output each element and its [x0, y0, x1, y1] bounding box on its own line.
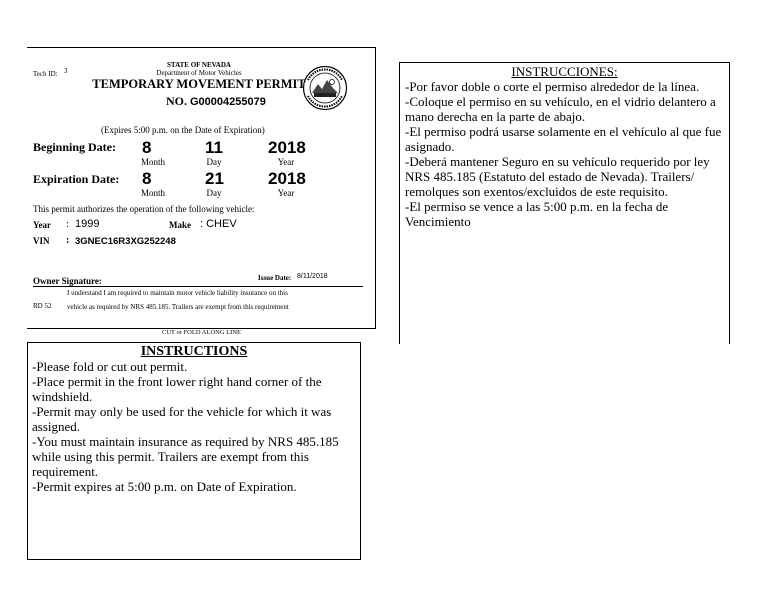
instructions-title: INSTRUCTIONS — [140, 344, 248, 359]
instruccion-item: -Deberá mantener Seguro en su vehículo requerido por ley NRS 485.185 (Estatuto del estado de Nevada). Trailers/ remolques son exentos/excluidos de este requisito. — [405, 154, 710, 199]
issue-date-label: Issue Date: — [258, 274, 292, 282]
expiration-date-label: Expiration Date: — [33, 172, 120, 186]
insurance-statement-line2: vehicle as required by NRS 485.185. Trailers are exempt from this requirement — [67, 303, 289, 311]
insurance-statement-line1: I understand I am required to maintain motor vehicle liability insurance on this — [67, 289, 288, 297]
permit-number-value: G00004255079 — [190, 96, 266, 108]
issue-date-value: 8/11/2018 — [297, 273, 328, 280]
instruccion-item: -El permiso se vence a las 5:00 p.m. en la fecha de Vencimiento — [405, 199, 669, 229]
department-name: Department of Motor Vehicles — [156, 69, 242, 77]
instrucciones-title: INSTRUCCIONES: — [511, 64, 618, 79]
nevada-seal-icon — [302, 65, 348, 111]
year-colon: : — [66, 219, 69, 230]
owner-signature-label: Owner Signature: — [33, 276, 102, 286]
form-code: RD 52 — [33, 302, 52, 310]
state-name: STATE OF NEVADA — [167, 61, 231, 69]
authorization-text: This permit authorizes the operation of the following vehicle: — [33, 204, 255, 214]
beginning-year-caption: Year — [277, 157, 295, 167]
instruccion-item: -El permiso podrá usarse solamente en el vehículo al que fue asignado. — [405, 124, 722, 154]
permit-right-border — [375, 47, 376, 328]
instructions-english-list — [32, 359, 356, 494]
instructions-spanish-box — [399, 62, 730, 344]
expiration-year-caption: Year — [277, 188, 295, 198]
vin-label: VIN — [33, 236, 50, 246]
make-label: Make — [169, 220, 191, 230]
tech-id-label — [33, 70, 58, 78]
instruction-item: -Permit may only be used for the vehicle for which it was assigned. — [32, 404, 332, 434]
make-value: : CHEV — [200, 218, 237, 230]
instruccion-item: -Coloque el permiso en su vehículo, en el vidrio delantero a mano derecha en la parte de abajo. — [405, 94, 716, 124]
instructions-spanish-list — [405, 79, 724, 229]
instruccion-item: -Por favor doble o corte el permiso alrededor de la línea. — [405, 79, 700, 94]
beginning-day-caption: Day — [206, 157, 222, 167]
expiration-year: 2018 — [268, 169, 306, 188]
cut-fold-line-label: CUT or FOLD ALONG LINE — [162, 329, 241, 336]
permit-number — [166, 94, 266, 109]
beginning-month-caption: Month — [140, 157, 165, 167]
beginning-year: 2018 — [268, 138, 306, 157]
beginning-month: 8 — [142, 138, 152, 157]
expiration-month-caption: Month — [140, 188, 165, 198]
vin-value: 3GNEC16R3XG252248 — [75, 236, 176, 247]
beginning-date-label: Beginning Date: — [33, 140, 117, 154]
instruction-item: -Please fold or cut out permit. — [32, 359, 188, 374]
expires-note: (Expires 5:00 p.m. on the Date of Expiration) — [101, 125, 265, 135]
expiration-day-caption: Day — [206, 188, 222, 198]
tech-id-label-text: Tech ID: — [33, 70, 58, 78]
beginning-day: 11 — [205, 138, 223, 157]
permit-top-border — [27, 47, 376, 48]
year-label: Year — [33, 220, 51, 230]
expiration-month: 8 — [142, 169, 152, 188]
tech-id-value: 3 — [64, 67, 68, 75]
expiration-day: 21 — [205, 169, 224, 188]
vehicle-year: 1999 — [75, 218, 100, 230]
permit-header — [88, 61, 310, 91]
instruction-item: -You must maintain insurance as required by NRS 485.185 while using this permit. Trailers are exempt from this requirement. — [32, 434, 339, 479]
instruction-item: -Permit expires at 5:00 p.m. on Date of Expiration. — [32, 479, 297, 494]
permit-title: TEMPORARY MOVEMENT PERMIT — [92, 77, 306, 91]
permit-number-label: NO. — [166, 94, 187, 108]
instructions-english-box — [27, 342, 361, 560]
instruction-item: -Place permit in the front lower right hand corner of the windshield. — [32, 374, 322, 404]
signature-line — [33, 286, 363, 287]
vin-colon: : — [66, 235, 70, 246]
